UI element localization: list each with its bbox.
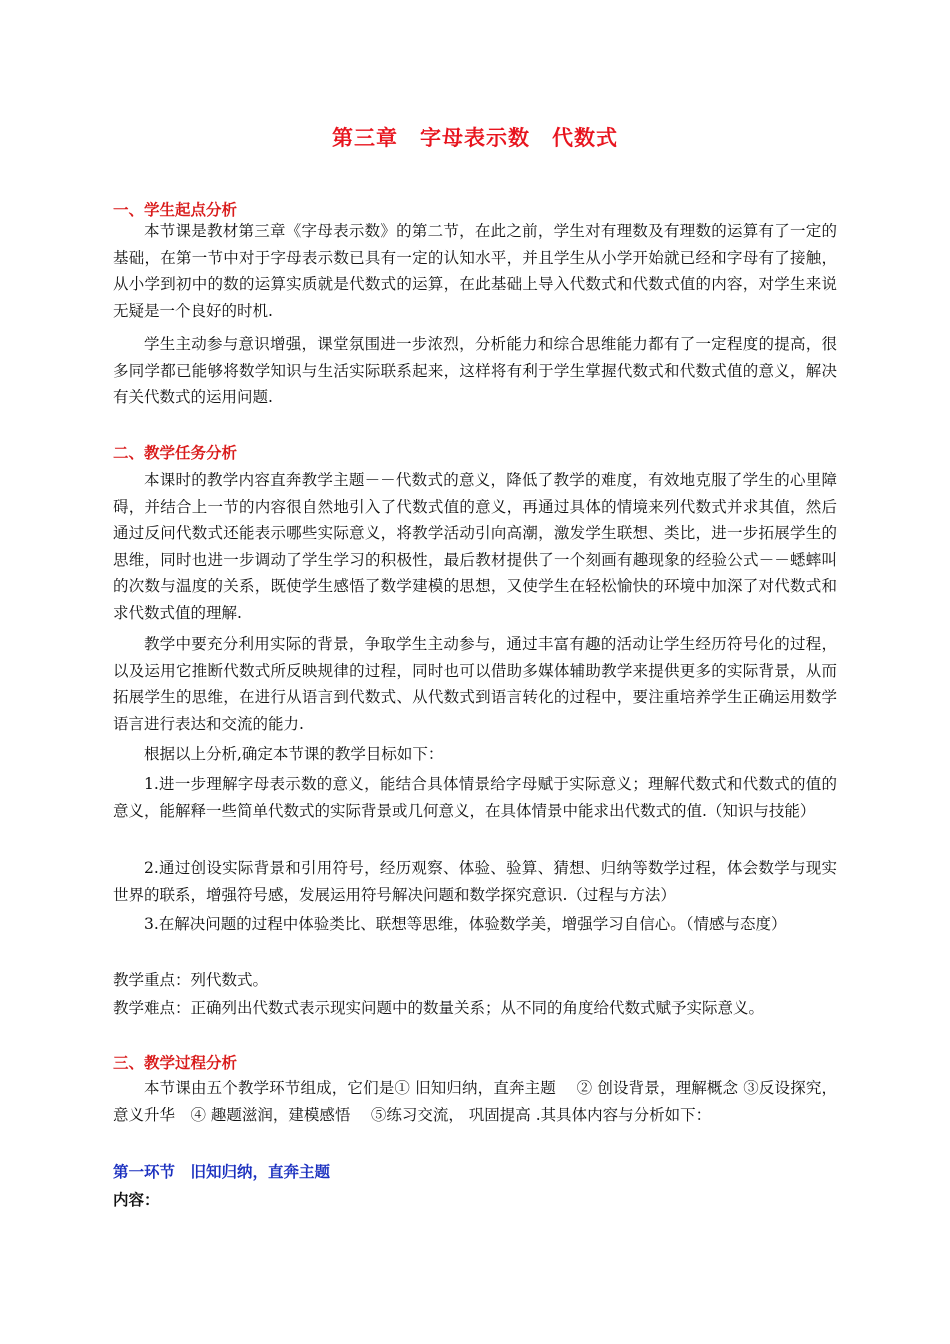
content-label: 内容： [113,1191,160,1209]
paragraph: 本节课是教材第三章《字母表示数》的第二节，在此之前，学生对有理数及有理数的运算有了一定的基础，在第一节中对于字母表示数已具有一定的认知水平，并且学生从小学开始就已经和字母有了接触，从小学到初中的数的运算实质就是代数式的运算，在此基础上导入代数式和代数式值的内容，对学生来说无疑是一个良好的时机. [113,222,837,320]
page-title: 第三章 字母表示数 代数式 [332,126,618,150]
goal-item: 1.进一步理解字母表示数的意义，能结合具体情景给字母赋于实际意义；理解代数式和代数式的值的意义，能解释一些简单代数式的实际背景或几何意义，在具体情景中能求出代数式的值.（知识与技能） [113,775,837,820]
key-point: 教学重点：列代数式。 [113,971,269,989]
paragraph: 根据以上分析,确定本节课的教学目标如下： [144,745,444,763]
paragraph: 本节课由五个教学环节组成，它们是① 旧知归纳，直奔主题 ② 创设背景，理解概念 ③反设探究，意义升华 ④ 趣题滋润，建模感悟 ⑤练习交流， 巩固提高 .其具体内容与分析如下： [113,1079,837,1124]
goal-item: 2.通过创设实际背景和引用符号，经历观察、体验、验算、猜想、归纳等数学过程，体会数学与现实世界的联系，增强符号感，发展运用符号解决问题和数学探究意识.（过程与方法） [113,859,837,904]
paragraph: 学生主动参与意识增强，课堂氛围进一步浓烈，分析能力和综合思维能力都有了一定程度的提高，很多同学都已能够将数学知识与生活实际联系起来，这样将有利于学生掌握代数式和代数式值的意义，解决有关代数式的运用问题. [113,335,837,406]
section-heading-student-analysis: 一、学生起点分析 [113,201,238,219]
difficulty-point: 教学难点：正确列出代数式表示现实问题中的数量关系；从不同的角度给代数式赋予实际意义。 [113,999,765,1017]
section-heading-task-analysis: 二、教学任务分析 [113,444,238,462]
paragraph: 本课时的教学内容直奔教学主题－－代数式的意义，降低了教学的难度，有效地克服了学生的心里障碍，并结合上一节的内容很自然地引入了代数式值的意义，再通过具体的情境来列代数式并求其值，然后通过反问代数式还能表示哪些实际意义，将教学活动引向高潮，激发学生联想、类比，进一步拓展学生的思维，同时也进一步调动了学生学习的积极性，最后教材提供了一个刻画有趣现象的经验公式－－蟋蟀叫的次数与温度的关系，既使学生感悟了数学建模的思想，又使学生在轻松愉快的环境中加深了对代数式和求代数式值的理解. [113,471,837,622]
paragraph: 教学中要充分利用实际的背景，争取学生主动参与，通过丰富有趣的活动让学生经历符号化的过程，以及运用它推断代数式所反映规律的过程，同时也可以借助多媒体辅助教学来提供更多的实际背景，从而拓展学生的思维，在进行从语言到代数式、从代数式到语言转化的过程中，要注重培养学生正确运用数学语言进行表达和交流的能力. [113,635,837,733]
step-heading: 第一环节 旧知归纳，直奔主题 [113,1163,331,1181]
section-heading-process-analysis: 三、教学过程分析 [113,1054,238,1072]
goal-item: 3.在解决问题的过程中体验类比、联想等思维，体验数学美，增强学习自信心。（情感与态度） [144,915,787,933]
